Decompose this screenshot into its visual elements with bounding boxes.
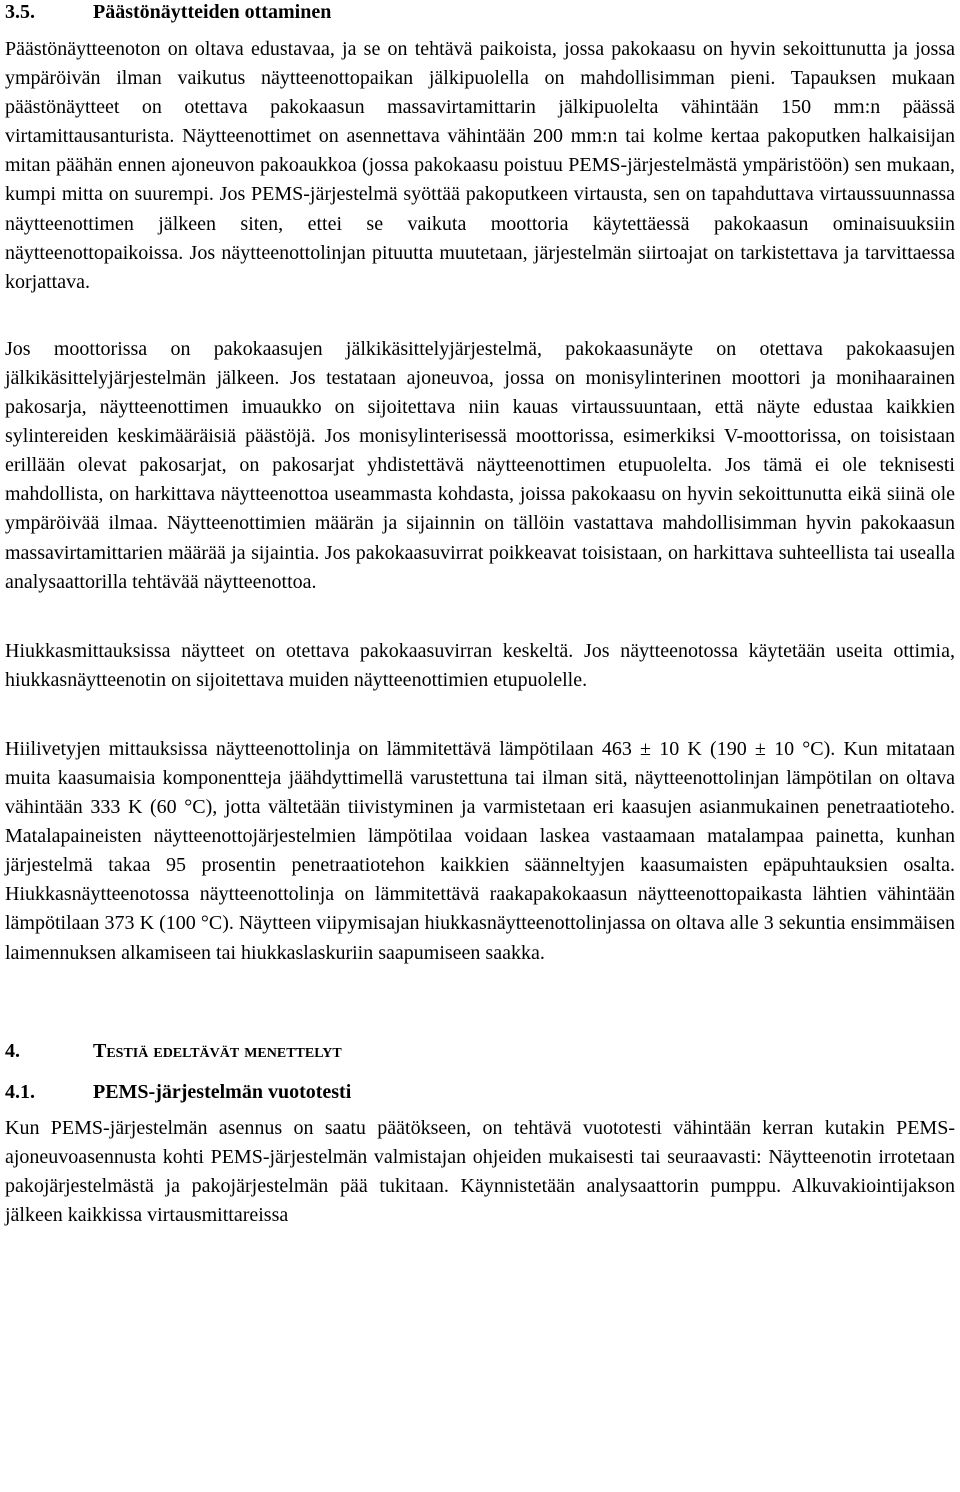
section-heading-3-5 <box>5 0 955 24</box>
section-number: 4.1. <box>5 1080 35 1103</box>
paragraph-sampling-location: Päästönäytteenoton on oltava edustavaa, ja se on tehtävä paikoista, jossa pakokaasu on hyvin sekoittunutta ja jossa ympäröivän ilman vaikutus näytteenottopaikan jälkipuolella on mahdollisimman pieni. Tapauksen mukaan päästönäytteet on otettava pakokaasun massavirtamittarin jälkipuolelta vähintään 150 mm:n päässä virtamittausanturista. Näytteenottimet on asennettava vähintään 200 mm:n tai kolme kertaa pakoputken halkaisijan mitan päähän ennen ajoneuvon pakoaukkoa (jossa pakokaasu poistuu PEMS-järjestelmästä ympäristöön) sen mukaan, kumpi mitta on suurempi. Jos PEMS-järjestelmä syöttää pakoputkeen virtausta, sen on tapahduttava virtaussuunnassa näytteenottimen jälkeen siten, ettei se vaikuta moottoria käytettäessä pakokaasun ominaisuuksiin näytteenottopaikoissa. Jos näytteenottolinjan pituutta muutetaan, järjestelmän siirtoajat on tarkistettava ja tarvittaessa korjattava. <box>5 38 955 293</box>
paragraph-aftertreatment-sampling: Jos moottorissa on pakokaasujen jälkikäsittelyjärjestelmä, pakokaasunäyte on otettava pakokaasujen jälkikäsittelyjärjestelmän jälkeen. Jos testataan ajoneuvoa, jossa on monisylinterinen moottori ja monihaarainen pakosarja, näytteenottimen imuaukko on sijoitettava niin kauas virtaussuuntaan, että näyte edustaa kaikkien sylintereiden keskimääräisiä päästöjä. Jos monisylinterisessä moottorissa, esimerkiksi V-moottorissa, on toisistaan erillään olevat pakosarjat, on pakosarjat yhdistettävä näytteenottimen etupuolelta. Jos tämä ei ole teknisesti mahdollista, on harkittava näytteenottoa useammasta kohdasta, joissa pakokaasu on hyvin sekoittunutta eikä siinä ole ympäröivää ilmaa. Näytteenottimien määrän ja sijainnin on tällöin vastattava mahdollisimman hyvin pakokaasun massavirtamittarien määrää ja sijaintia. Jos pakokaasuvirrat poikkeavat toisistaan, on harkittava suhteellista tai usealla analysaattorilla tehtävää näytteenottoa. <box>5 337 955 593</box>
paragraph-leak-test: Kun PEMS-järjestelmän asennus on saatu päätökseen, on tehtävä vuototesti vähintään kerran kutakin PEMS-ajoneuvoasennusta kohti PEMS-järjestelmän valmistajan ohjeiden mukaisesti tai seuraavasti: Näytteenotin irrotetaan pakojärjestelmästä ja pakojärjestelmän pää tukitaan. Käynnistetään analysaattorin pumppu. Alkuvakiointijakson jälkeen kaikkissa virtausmittareissa <box>5 1116 955 1226</box>
section-title: Päästönäytteiden ottaminen <box>93 1 332 23</box>
paragraph-particle-sampling: Hiukkasmittauksissa näytteet on otettava pakokaasuvirran keskeltä. Jos näytteenotossa käytetään useita ottimia, hiukkasnäytteenotin on sijoitettava muiden näytteenottimien etupuolelle. <box>5 639 955 691</box>
section-title: PEMS-järjestelmän vuototesti <box>93 1080 352 1103</box>
section-number: 4. <box>5 1039 20 1062</box>
document-page <box>5 0 955 1230</box>
section-title: Testiä edeltävät menettelyt <box>93 1039 342 1062</box>
section-heading-4 <box>5 1039 955 1063</box>
paragraph-sample-line-temperature: Hiilivetyjen mittauksissa näytteenottolinja on lämmitettävä lämpötilaan 463 ± 10 K (190 ± 10 °C). Kun mitataan muita kaasumaisia komponentteja jäähdyttimellä varustettuna tai ilman sitä, näytteenottolinjan lämpötilan on oltava vähintään 333 K (60 °C), jotta vältetään tiivistyminen ja varmistetaan eri kaasujen asianmukainen penetraatioteho. Matalapaineisten näytteenottojärjestelmien lämpötilaa voidaan laskea vastaamaan matalampaa painetta, kunhan järjestelmä takaa 95 prosentin penetraatiotehon kaikkien säänneltyjen kaasumaisten epäpuhtauksien osalta. Hiukkasnäytteenotossa näytteenottolinja on lämmitettävä raakapakokaasun näytteenottopaikasta lähtien vähintään lämpötilaan 373 K (100 °C). Näytteen viipymisajan hiukkasnäytteenottolinjassa on oltava alle 3 sekuntia ensimmäisen laimennuksen alkamiseen tai hiukkaslaskuriin saapumiseen saakka. <box>5 737 955 964</box>
section-number: 3.5. <box>5 1 35 23</box>
section-heading-4-1 <box>5 1080 955 1104</box>
